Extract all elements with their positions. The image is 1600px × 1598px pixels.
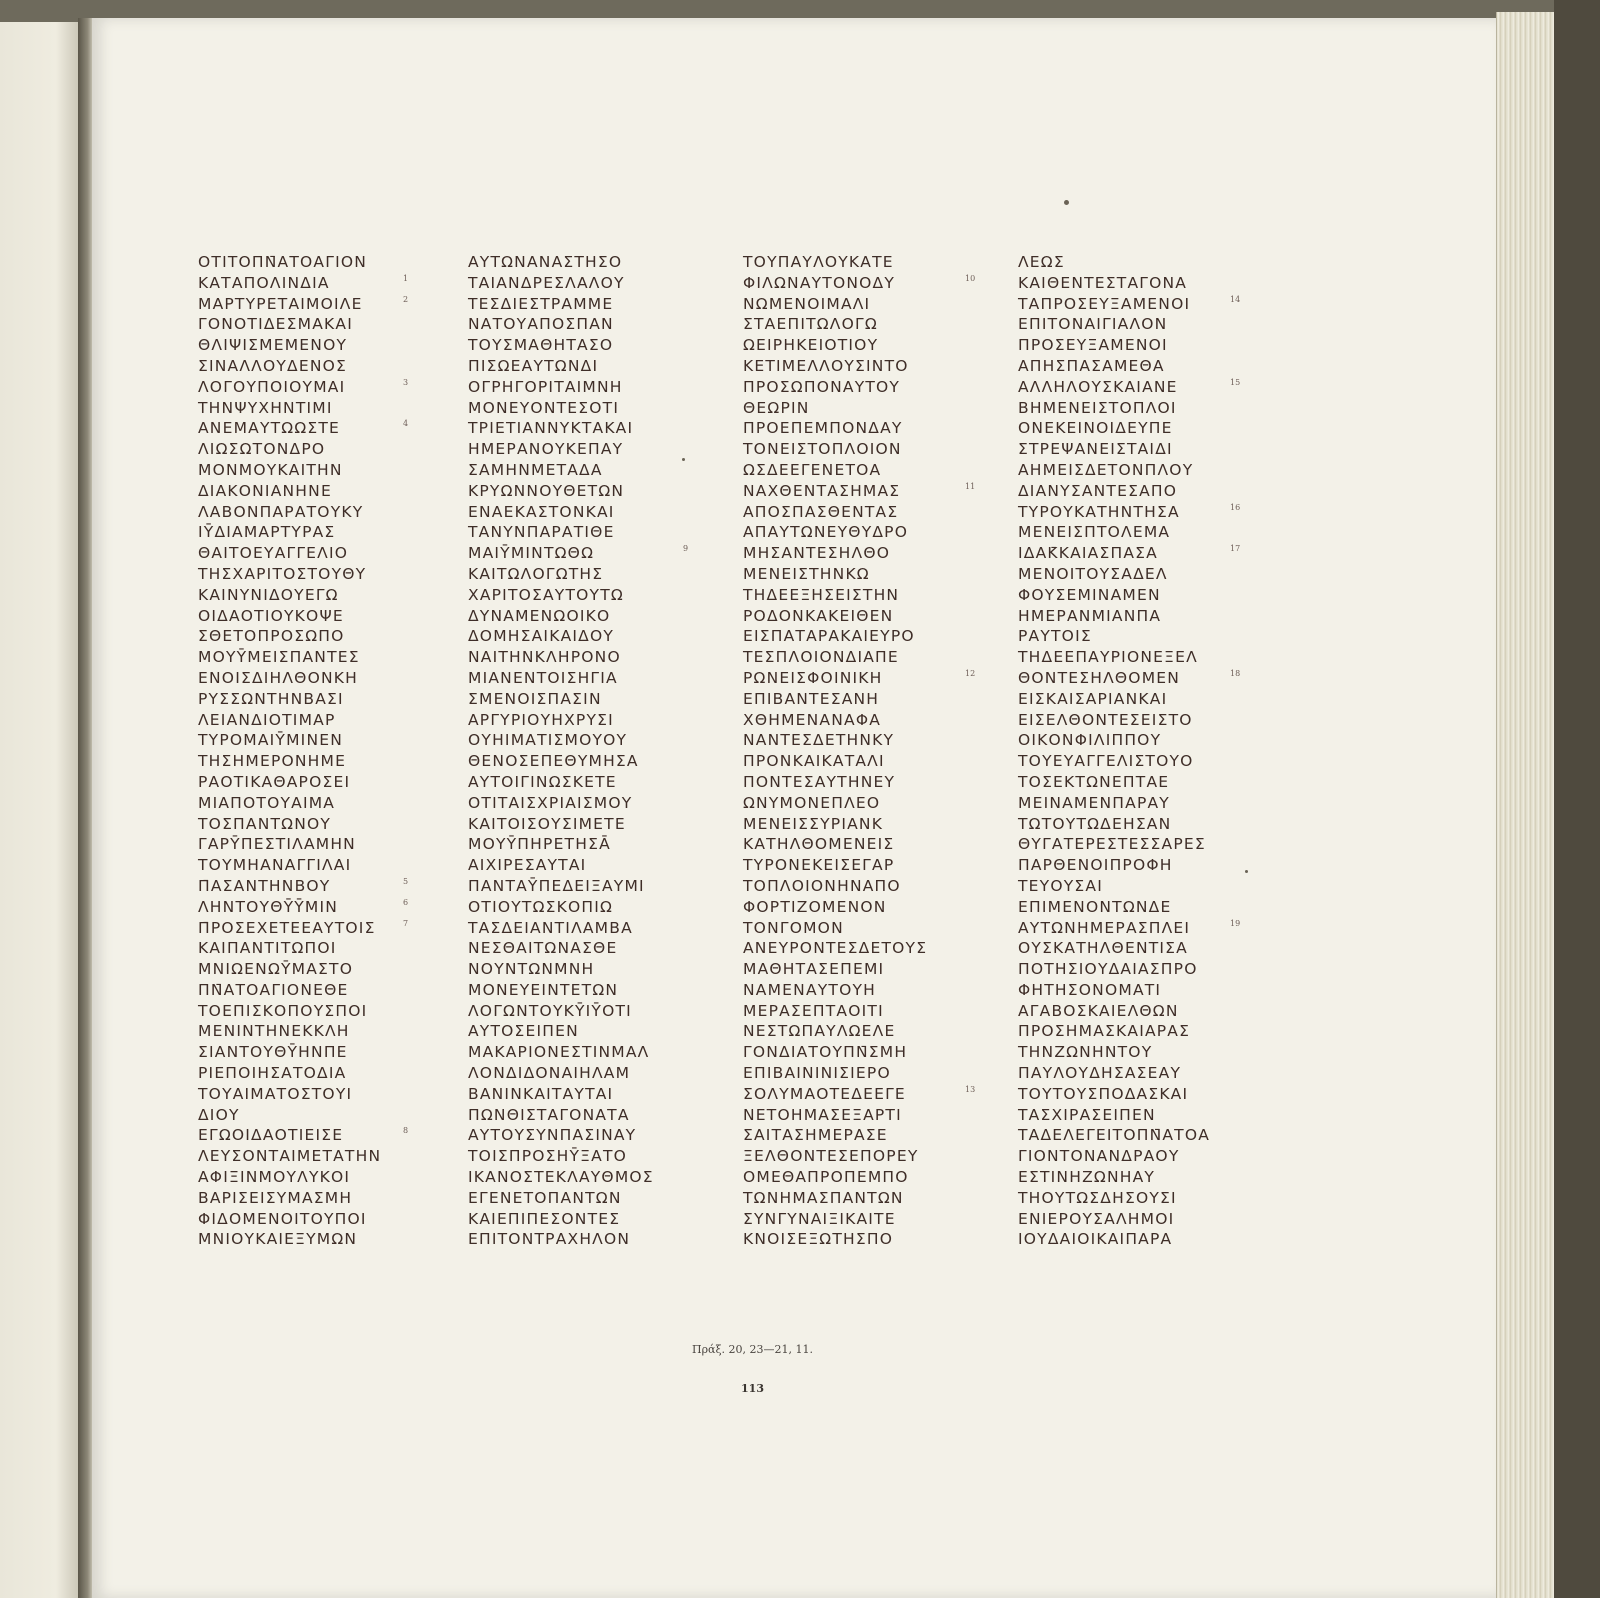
verse-number: 8 [403,1126,409,1136]
manuscript-line: ΙΔΑΚ̄ΚΑΙΑΣΠΑΣΑ 17 [1018,543,1278,564]
manuscript-line: ΞΕΛΘΟΝΤΕΣΕΠΟΡΕΥ [743,1147,919,1166]
manuscript-line: ΤΑΠΡΟΣΕΥΞΑΜΕΝΟΙ 14 [1018,294,1278,315]
manuscript-line: ΠΡΟΣΕΥΞΑΜΕΝΟΙ [1018,336,1168,355]
manuscript-line: ΤΟΥΜΗΑΝΑΓΓΙΛΑΙ [198,856,352,875]
manuscript-line: ΑΙΧΙΡΕΣΑΥΤΑΙ [468,856,587,875]
page-caption: Πράξ. 20, 23—21, 11. [691,1343,813,1356]
manuscript-line: ΦΙΛΩΝΑΥΤΟΝΟΔΥ 10 [743,273,1003,294]
manuscript-line: ΤΩΝΗΜΑΣΠΑΝΤΩΝ [743,1188,904,1207]
manuscript-line: ΣΘΕΤΟΠΡΟΣΩΠΟ [198,627,345,646]
manuscript-line: ΝΕΤΟΗΜΑΣΕΞΑΡΤΙ [743,1105,902,1124]
manuscript-line: ΕΙΣΚΑΙΣΑΡΙΑΝΚΑΙ [1018,689,1168,708]
manuscript-line: ΑΝΕΥΡΟΝΤΕΣΔΕΤΟΥΣ [743,939,928,958]
manuscript-line: ΤΥΡΟΝΕΚΕΙΣΕΓΑΡ [743,856,895,875]
manuscript-line: ΩΣΔΕΕΓΕΝΕΤΟΑ [743,460,882,479]
manuscript-line: Π̄ΡΟΣΕΧΕΤΕΕΑΥΤΟΙΣ 7 [198,918,458,939]
manuscript-line: ΔΙΑΝΥΣΑΝΤΕΣΑΠΟ [1018,481,1178,500]
verse-number: 12 [965,668,976,678]
manuscript-line: ΚΑΙΕΠΙΠΕΣΟΝΤΕΣ [468,1209,621,1228]
manuscript-line: ΟΥΗΙΜΑΤΙΣΜΟΥΟΥ [468,731,628,750]
manuscript-line: ΡΥΣΣΩΝΤΗΝΒΑΣΙ [198,689,344,708]
manuscript-line: ΤΟΥΕΥΑΓΓΕΛΙΣΤΟΥΟ [1018,752,1194,771]
manuscript-line: ΗΜΕΡΑΝΜΙΑΝΠΑ [1018,606,1162,625]
manuscript-line: ΤΡΙΕΤΙΑΝΝΥΚΤΑΚΑΙ [468,419,634,438]
manuscript-line: ΤΕΣΠΛΟΙΟΝΔΙΑΠΕ [743,648,899,667]
manuscript-line: ΝΕΣΘΑΙΤΩΝΑΣΘΕ [468,939,618,958]
manuscript-line: ΔΥΝΑΜΕΝΩΟΙΚΟ [468,606,611,625]
manuscript-line: ΙῩΔΙΑΜΑΡΤΥΡΑΣ [198,523,336,542]
manuscript-line: ΛΟΓΟΥΠΟΙΟΥΜΑΙ 3 [198,377,458,398]
manuscript-line: ΡΩΝΕΙΣΦΟΙΝΙΚΗ 12 [743,668,1003,689]
manuscript-line: ΤΟΝΕΙΣΤΟΠΛΟΙΟΝ [743,440,902,459]
manuscript-line: ΛΟΝΔΙΔΟΝΑΙΗΛΑΜ [468,1064,631,1083]
manuscript-line: ΛΙΩΣΩΤΟΝΔΡΟ [198,440,326,459]
manuscript-line: ΑΓΑΒΟΣΚΑΙΕΛΘΩΝ [1018,1001,1179,1020]
manuscript-line: ΟΥΣΚΑΤΗΛΘΕΝΤΙΣΑ [1018,939,1188,958]
manuscript-line: ΜΕΝΙΝΤΗΝΕΚΚΛΗ [198,1022,350,1041]
verse-number: 10 [965,273,976,283]
manuscript-line: ΠΡΟΝΚΑΙΚΑΤΑΛΙ [743,752,885,771]
manuscript-line: ΤΟΥΣΜΑΘΗΤΑΣΟ [468,336,614,355]
manuscript-line: ΘΥΓΑΤΕΡΕΣΤΕΣΣΑΡΕΣ [1018,835,1206,854]
manuscript-line: ΛΟΓΩΝΤΟΥΚῩΙῩΟΤΙ [468,1001,632,1020]
manuscript-line: ΙΚΑΝΟΣΤΕΚΛΑΥΘΜΟΣ [468,1168,654,1187]
manuscript-line: ΡΑΥΤΟΙΣ [1018,627,1092,646]
manuscript-line: ΜΟΝΕΥΟΝΤΕΣΟΤΙ [468,398,620,417]
manuscript-line: ΣΙΑΝΤΟΥΘῩΗΝΠΕ [198,1043,348,1062]
manuscript-line: ΤΟΥΤΟΥΣΠΟΔΑΣΚΑΙ [1018,1084,1189,1103]
manuscript-line: ΚΑΤΑΠΟΛΙΝΔΙΑ 1 [198,273,458,294]
manuscript-line: ΑΥΤΩΝΑΝΑΣΤΗΣΟ [468,253,623,271]
manuscript-line: ΒΗΜΕΝΕΙΣΤΟΠΛΟΙ [1018,398,1177,417]
manuscript-line: ΜΙΑΝΕΝΤΟΙΣΗΓΙΑ [468,668,618,687]
manuscript-line: ΑΡΓΥΡΙΟΥΗΧΡΥΣΙ [468,710,614,729]
manuscript-line: ΑΠΟΣΠΑΣΘΕΝΤΑΣ [743,502,899,521]
manuscript-line: ΤΩΤΟΥΤΩΔΕΗΣΑΝ [1018,814,1172,833]
manuscript-line: ΚΑΙΤΟΙΣΟΥΣΙΜΕΤΕ [468,814,626,833]
manuscript-line: ΙΟΥΔΑΙΟΙΚΑΙΠΑΡΑ [1018,1230,1173,1249]
manuscript-line: ΕΠΙΒΑΙΝΙΝΙΣΙΕΡΟ [743,1064,891,1083]
manuscript-line: ΠΡΟΣΩΠΟΝΑΥΤΟΥ [743,377,901,396]
manuscript-line: ΣΤΑΕΠΙΤΩΛΟΓΩ [743,315,878,334]
manuscript-line: ΤΑΣΔΕΙΑΝΤΙΛΑΜΒΑ [468,918,633,937]
manuscript-line: ΜΑΘΗΤΑΣΕΠΕΜΙ [743,960,885,979]
manuscript-line: ΣΤΡΕΨΑΝΕΙΣΤΑΙΔΙ [1018,440,1173,459]
manuscript-line: ΕΣΤΙΝΗΖΩΝΗΑΥ [1018,1168,1156,1187]
verse-number: 3 [403,377,409,387]
manuscript-line: ΕΝΙΕΡΟΥΣΑΛΗΜΟΙ [1018,1209,1175,1228]
manuscript-line: ΘΕΝΟΣΕΠΕΘΥΜΗΣΑ [468,752,639,771]
manuscript-line: ΑΦΙΞΙΝΜΟΥΛΥΚΟΙ [198,1168,351,1187]
manuscript-line: ΡΙΕΠΟΙΗΣΑΤΟΔΙΑ [198,1064,347,1083]
manuscript-line: ΠΩΝΘΙΣΤΑΓΟΝΑΤΑ [468,1105,630,1124]
manuscript-line: ΦΟΥΣΕΜΙΝΑΜΕΝ [1018,585,1161,604]
manuscript-line: ΝΩΜΕΝΟΙΜΑΛΙ [743,294,871,313]
verse-number: 4 [403,419,409,429]
verse-number: 11 [965,481,976,491]
manuscript-line: ΜΑΚΑΡΙΟΝΕΣΤΙΝΜΑΛ [468,1043,650,1062]
manuscript-line: ΤΑΔΕΛΕΓΕΙΤΟΠΝ̄ΑΤΟΑ [1018,1126,1211,1145]
manuscript-line: ΧΑΡΙΤΟΣΑΥΤΟΥΤΩ [468,585,624,604]
manuscript-line: ΕΠΙΤΟΝΑΙΓΙΑΛΟΝ [1018,315,1168,334]
manuscript-line: ΤΟΕΠΙΣΚΟΠΟΥΣΠΟΙ [198,1001,368,1020]
verse-number: 16 [1230,502,1241,512]
manuscript-line: ΠΡΟΕΠΕΜΠΟΝΔΑΥ [743,419,903,438]
manuscript-line: ΕΝΟΙΣΔΙΗΛΘΟΝΚΗ [198,668,359,687]
manuscript-line: ΤΟΣΠΑΝΤΩΝΟΥ [198,814,332,833]
text-column-2 [468,252,728,1250]
manuscript-line: ΤΕΥΟΥΣΑΙ [1018,876,1103,895]
manuscript-line: ΜΕΝΕΙΣΠΤΟΛΕΜΑ [1018,523,1171,542]
verse-number: 9 [683,544,689,554]
manuscript-line: ΓΙΟΝΤΟΝΑΝΔΡΑΟΥ [1018,1147,1180,1166]
manuscript-line: ΠΡΟΣΗΜΑΣΚΑΙΑΡΑΣ [1018,1022,1191,1041]
manuscript-line: ΠΟΤΗΣΙΟΥΔΑΙΑΣΠΡΟ [1018,960,1198,979]
manuscript-line: ΔΟΜΗΣΑΙΚΑΙΔΟΥ [468,627,615,646]
manuscript-line: ΣΥΝΓΥΝΑΙΞΙΚΑΙΤΕ [743,1209,896,1228]
manuscript-line: ΟΓΡΗΓΟΡΙΤΑΙΜΝΗ [468,377,623,396]
manuscript-line: ΗΜΕΡΑΝΟΥΚΕΠΑΥ [468,440,624,459]
verse-number: 15 [1230,377,1241,387]
manuscript-line: ΒΑΡΙΣΕΙΣΥΜΑΣΜΗ [198,1188,353,1207]
manuscript-line: ΠΑΡΘΕΝΟΙΠΡΟΦΗ [1018,856,1173,875]
verse-number: 1 [403,273,409,283]
manuscript-line: ΜΑΡΤΥΡΕΤΑΙΜΟΙΛΕ 2 [198,294,458,315]
manuscript-line: ΜΟΝΕΥΕΙΝΤΕΤΩΝ [468,980,619,999]
manuscript-line: ΕΠΙΤΟΝΤΡΑΧΗΛΟΝ [468,1230,631,1249]
manuscript-line: ΩΝΥΜΟΝΕΠΛΕΟ [743,793,881,812]
verse-number: 2 [403,294,409,304]
manuscript-line: ΟΤΙΤΟΠΝ̄ΑΤΟΑΓΙΟΝ [198,253,368,271]
verse-number: 19 [1230,918,1241,928]
manuscript-line: ΤΟΠΛΟΙΟΝΗΝΑΠΟ [743,876,901,895]
manuscript-line: ΩΕΙΡΗΚΕΙΟΤΙΟΥ [743,336,879,355]
manuscript-line: ΤΗΔΕΕΞΗΣΕΙΣΤΗΝ [743,585,900,604]
manuscript-line: ΛΑΒΟΝΠΑΡΑΤΟΥΚΥ [198,502,364,521]
manuscript-line: ΜΕΝΟΙΤΟΥΣΑΔΕΛ [1018,564,1168,583]
manuscript-line: ΤΥΡΟΜΑΙῩΜΙΝΕΝ [198,731,344,750]
manuscript-line: ΤΟΝΓΟΜΟΝ [743,918,844,937]
manuscript-line: ΟΤΙΟΥΤΩΣΚΟΠΙΩ [468,897,614,916]
manuscript-line: ΟΙΔΑΟΤΙΟΥΚΟΨΕ [198,606,344,625]
manuscript-line: ΤΗΔΕΕΠΑΥΡΙΟΝΕΞΕΛ [1018,648,1198,667]
manuscript-line: ΣΑΙΤΑΣΗΜΕΡΑΣΕ [743,1126,888,1145]
manuscript-line: ΓΟΝΟΤΙΔΕΣΜΑΚΑΙ [198,315,353,334]
manuscript-line: ΓΟΝΔΙΑΤΟΥΠΝ̄ΣΜΗ [743,1043,908,1062]
manuscript-line: ΜΝΙΟΥΚΑΙΕΞΥΜΩΝ [198,1230,358,1249]
manuscript-line: ΠΑΝΤΑῩΠΕΔΕΙΞΑΥΜΙ [468,876,645,895]
page-number: 113 [741,1382,764,1395]
manuscript-line: ΚΑΙΤΩΛΟΓΩΤΗΣ [468,564,604,583]
manuscript-line: ΚΕΤΙΜΕΛΛΟΥΣΙΝΤΟ [743,356,909,375]
manuscript-line: ΝΑΧΘΕΝΤΑΣΗΜΑΣ 11 [743,481,1003,502]
manuscript-line: ΛΕΩΣ [1018,253,1065,271]
manuscript-line: ΕΓΩΟΙΔΑΟΤΙΕΙΣΕ 8 [198,1125,458,1146]
manuscript-line: ΦΗΤΗΣΟΝΟΜΑΤΙ [1018,980,1162,999]
manuscript-line: ΑΝΕΜΑΥΤΩΩΣΤΕ 4 [198,418,458,439]
manuscript-line: ΠΑΥΛΟΥΔΗΣΑΣΕΑΥ [1018,1064,1182,1083]
manuscript-line: ΤΗΣΗΜΕΡΟΝΗΜΕ [198,752,347,771]
facing-page-edge [0,22,80,1598]
verse-number: 13 [965,1084,976,1094]
manuscript-line: ΑΥΤΟΣΕΙΠΕΝ [468,1022,579,1041]
page-block-edges [1496,12,1555,1598]
manuscript-line: ΘΛΙΨΙΣΜΕΜΕΝΟΥ [198,336,348,355]
manuscript-line: ΤΑΝΥΝΠΑΡΑΤΙΘΕ [468,523,615,542]
manuscript-line: ΑΛΛΗΛΟΥΣΚΑΙΑΝΕ 15 [1018,377,1278,398]
manuscript-line: ΤΗΝΖΩΝΗΝΤΟΥ [1018,1043,1153,1062]
manuscript-line: ΜΟΥῩΠΗΡΕΤΗΣᾹ [468,835,611,854]
manuscript-line: ΜΗΣΑΝΤΕΣΗΛΘΟ [743,544,891,563]
manuscript-line: ΠΙΣΩΕΑΥΤΩΝΔΙ [468,356,599,375]
manuscript-line: ΘΟΝΤΕΣΗΛΘΟΜΕΝ 18 [1018,668,1278,689]
ink-spot [1064,200,1069,205]
manuscript-line: ΟΤΙΤΑΙΣΧΡΙΑΙΣΜΟΥ [468,793,633,812]
manuscript-line: ΤΗΟΥΤΩΣΔΗΣΟΥΣΙ [1018,1188,1177,1207]
manuscript-line: ΝΑΙΤΗΝΚΛΗΡΟΝΟ [468,648,621,667]
manuscript-line: ΡΑΟΤΙΚΑΘΑΡΟΣΕΙ [198,772,351,791]
manuscript-line: ΑΥΤΟΙΓΙΝΩΣΚΕΤΕ [468,772,617,791]
manuscript-line: ΜΙΑΠΟΤΟΥΑΙΜΑ [198,793,336,812]
manuscript-line: ΝΑΜΕΝΑΥΤΟΥΗ [743,980,877,999]
manuscript-line: ΦΟΡΤΙΖΟΜΕΝΟΝ [743,897,887,916]
manuscript-line: ΚΑΙΠΑΝΤΙΤΩΠΟΙ [198,939,337,958]
manuscript-line: ΤΗΣΧΑΡΙΤΟΣΤΟΥΘΥ [198,564,367,583]
manuscript-line: ΤΗΝΨΥΧΗΝΤΙΜΙ [198,398,333,417]
manuscript-line: ΚΑΙΝΥΝΙΔΟΥΕΓΩ [198,585,339,604]
verse-number: 14 [1230,294,1241,304]
manuscript-line: ΝΑΝΤΕΣΔΕΤΗΝΚΥ [743,731,895,750]
manuscript-line: ΠΟΝΤΕΣΑΥΤΗΝΕΥ [743,772,896,791]
manuscript-line: ΛΕΙΑΝΔΙΟΤΙΜΑΡ [198,710,336,729]
manuscript-line: ΕΓΕΝΕΤΟΠΑΝΤΩΝ [468,1188,622,1207]
manuscript-line: ΚΑΤΗΛΘΟΜΕΝΕΙΣ [743,835,895,854]
manuscript-line: ΤΑΙΑΝΔΡΕΣΛΑΛΟΥ [468,273,625,292]
manuscript-line: ΕΙΣΠΑΤΑΡΑΚΑΙΕΥΡΟ [743,627,915,646]
manuscript-line: ΕΠΙΒΑΝΤΕΣΑΝΗ [743,689,880,708]
manuscript-line: ΕΝΑΕΚΑΣΤΟΝΚΑΙ [468,502,615,521]
manuscript-line: ΜΕΝΕΙΣΤΗΝΚΩ [743,564,870,583]
manuscript-line: ΒΑΝΙΝΚΑΙΤΑΥΤΑΙ [468,1084,614,1103]
manuscript-line: ΝΑΤΟΥΑΠΟΣΠΑΝ [468,315,614,334]
manuscript-line: ΜΟΝΜΟΥΚΑΙΤΗΝ [198,460,343,479]
text-column-1 [198,252,458,1250]
manuscript-line: ΣΙΝΑΛΛΟΥΔΕΝΟΣ [198,356,348,375]
manuscript-line: ΡΟΔΟΝΚΑΚΕΙΘΕΝ [743,606,894,625]
manuscript-line: ΕΙΣΕΛΘΟΝΤΕΣΕΙΣΤΟ [1018,710,1193,729]
manuscript-line: ΣΟΛΥΜΑΟΤΕΔΕΕΓΕ 13 [743,1084,1003,1105]
manuscript-line: ΦΙΔΟΜΕΝΟΙΤΟΥΠΟΙ [198,1209,367,1228]
manuscript-line: ΑΠΑΥΤΩΝΕΥΘΥΔΡΟ [743,523,909,542]
manuscript-line: Π̄ΑΣΑΝΤΗΝΒΟΥ 5 [198,876,458,897]
manuscript-line: ΟΜΕΘΑΠΡΟΠΕΜΠΟ [743,1168,909,1187]
manuscript-line: ΣΑΜΗΝΜΕΤΑΔΑ [468,460,603,479]
verse-number: 6 [403,897,409,907]
manuscript-line: ΤΟΥΑΙΜΑΤΟΣΤΟΥΙ [198,1084,353,1103]
verse-number: 18 [1230,668,1241,678]
manuscript-line: ΜΝΙΩΕΝΩῩΜΑΣΤΟ [198,960,354,979]
manuscript-line: ΟΙΚΟΝΦΙΛΙΠΠΟΥ [1018,731,1162,750]
manuscript-line: ΛΗΝΤΟΥΘῩῩΜΙΝ 6 [198,897,458,918]
manuscript-line: ΑΥΤΩΝΗΜΕΡΑΣΠΛΕΙ 19 [1018,918,1278,939]
manuscript-line: ΘΕΩΡΙΝ [743,398,810,417]
manuscript-line: ΘΑΙΤΟΕΥΑΓΓΕΛΙΟ [198,544,349,563]
book-cover-board [1554,0,1600,1598]
manuscript-line: ΠΝ̄ΑΤΟΑΓΙΟΝΕΘΕ [198,980,349,999]
manuscript-line: ΜΕΝΕΙΣΣΥΡΙΑΝΚ [743,814,884,833]
manuscript-line: ΤΥΡΟΥΚΑΤΗΝΤΗΣΑ 16 [1018,502,1278,523]
manuscript-line: ΤΑΣΧΙΡΑΣΕΙΠΕΝ [1018,1105,1156,1124]
manuscript-line: ΔΙΑΚΟΝΙΑΝΗΝΕ [198,481,332,500]
manuscript-line: ΜΑΙῩΜΙΝΤΩΘΩ 9 [468,543,728,564]
manuscript-line: ΟΝΕΚΕΙΝΟΙΔΕΥΠΕ [1018,419,1173,438]
manuscript-line: ΤΟΣΕΚΤΩΝΕΠΤΑΕ [1018,772,1170,791]
manuscript-line: ΜΕΡΑΣΕΠΤΑΟΙΤΙ [743,1001,884,1020]
manuscript-line: ΤΟΥΠΑΥΛΟΥΚΑΤΕ [743,253,894,271]
manuscript-line: ΝΕΣΤΩΠΑΥΛΩΕΛΕ [743,1022,896,1041]
manuscript-line: ΧΘΗΜΕΝΑΝΑΦΑ [743,710,882,729]
manuscript-line: ΕΠΙΜΕΝΟΝΤΩΝΔΕ [1018,897,1172,916]
manuscript-line: ΣΜΕΝΟΙΣΠΑΣΙΝ [468,689,602,708]
manuscript-line: ΚΡΥΩΝΝΟΥΘΕΤΩΝ [468,481,625,500]
verse-number: 5 [403,876,409,886]
manuscript-line: ΤΟΙΣΠΡΟΣΗῩΞΑΤΟ [468,1147,628,1166]
manuscript-line: ΚΝΟΙΣΕΞΩΤΗΣΠΟ [743,1230,894,1249]
manuscript-line: ΑΥΤΟΥΣΥΝΠΑΣΙΝΑΥ [468,1126,637,1145]
verse-number: 17 [1230,544,1241,554]
manuscript-line: ΑΠΗΣΠΑΣΑΜΕΘΑ [1018,356,1165,375]
manuscript-line: ΛΕΥΣΟΝΤΑΙΜΕΤΑΤΗΝ [198,1147,382,1166]
manuscript-line: ΚΑΙΘΕΝΤΕΣΤΑΓΟΝΑ [1018,273,1188,292]
manuscript-line: ΑΗΜΕΙΣΔΕΤΟΝΠΛΟΥ [1018,460,1194,479]
verse-number: 7 [403,918,409,928]
text-column-3 [743,252,1003,1250]
manuscript-line: ΜΟΥῩΜΕΙΣΠΑΝΤΕΣ [198,648,360,667]
manuscript-line: ΔΙΟΥ [198,1105,240,1124]
manuscript-line: ΜΕΙΝΑΜΕΝΠΑΡΑΥ [1018,793,1170,812]
manuscript-line: ΤΕΣΔΙΕΣΤΡΑΜΜΕ [468,294,614,313]
manuscript-line: ΝΟΥΝΤΩΝΜΝΗ [468,960,595,979]
text-column-4 [1018,252,1278,1250]
manuscript-line: ΓΑΡῩΠΕΣΤΙΛΑΜΗΝ [198,835,356,854]
